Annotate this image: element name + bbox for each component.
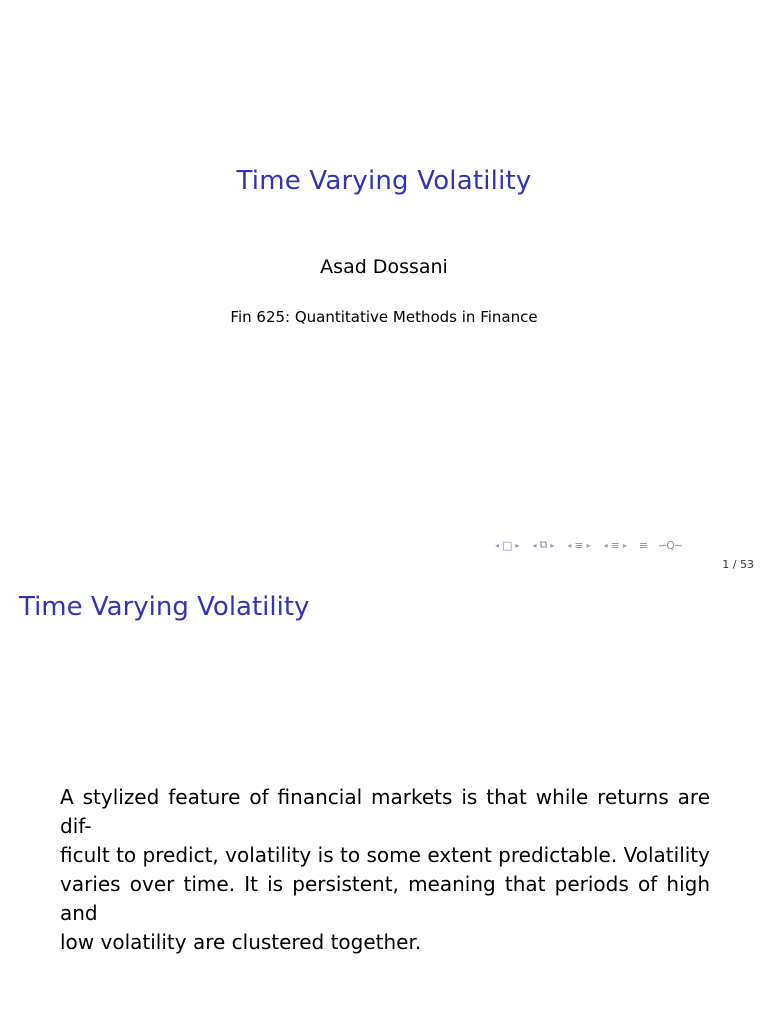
body-line: low volatility are clustered together.: [60, 930, 422, 954]
part-icon[interactable]: ≡: [610, 538, 620, 552]
previous-subsection-icon[interactable]: ◂: [532, 540, 537, 550]
previous-frame-icon[interactable]: ◂: [495, 540, 500, 550]
previous-section-icon[interactable]: ◂: [567, 540, 572, 550]
frame-icon[interactable]: □: [502, 538, 513, 552]
content-slide: [0, 512, 768, 1024]
frame-body-text: [60, 783, 710, 957]
next-frame-icon[interactable]: ▸: [515, 540, 520, 550]
section-icon[interactable]: ≡: [574, 538, 584, 552]
frame-title: Time Varying Volatility: [19, 592, 310, 622]
document-icon[interactable]: ≡: [638, 538, 649, 552]
course-name: Fin 625: Quantitative Methods in Finance: [230, 308, 538, 326]
previous-part-icon[interactable]: ◂: [603, 540, 608, 550]
search-icon[interactable]: ∽Q∼: [658, 538, 683, 552]
page-number: 1 / 53: [722, 558, 754, 571]
body-line: A stylized feature of financial markets is that while returns are dif-: [60, 785, 710, 838]
next-section-icon[interactable]: ▸: [586, 540, 591, 550]
next-subsection-icon[interactable]: ▸: [550, 540, 555, 550]
body-line: varies over time. It is persistent, meaning that periods of high and: [60, 872, 710, 925]
body-line: ficult to predict, volatility is to some extent predictable. Volatility: [60, 843, 710, 867]
subsection-icon[interactable]: ⧉: [539, 538, 548, 551]
presentation-title: Time Varying Volatility: [236, 166, 532, 196]
author-name: Asad Dossani: [320, 256, 448, 278]
next-part-icon[interactable]: ▸: [622, 540, 627, 550]
